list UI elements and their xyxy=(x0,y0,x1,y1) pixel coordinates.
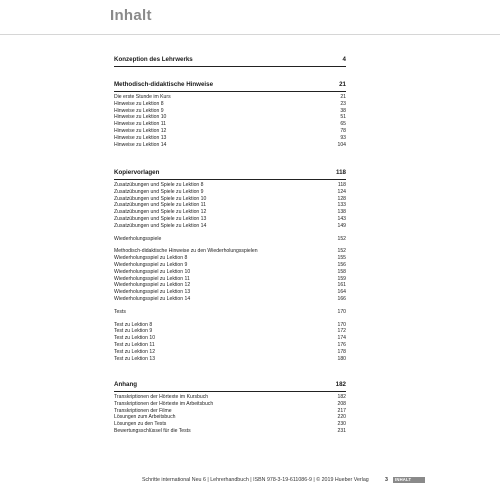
toc-entry-label: Test zu Lektion 9 xyxy=(114,328,153,335)
toc-entry-label: Wiederholungsspiel zu Lektion 12 xyxy=(114,282,191,289)
toc-entry-label: Wiederholungsspiel zu Lektion 10 xyxy=(114,268,191,275)
toc-entry-page: 217 xyxy=(337,407,346,414)
toc-entry-page: 231 xyxy=(337,427,346,434)
toc-entry-page: 152 xyxy=(337,235,346,242)
toc-entry-page: 23 xyxy=(340,100,346,107)
toc-entry[interactable] xyxy=(114,135,346,142)
toc-entry[interactable] xyxy=(114,128,346,135)
toc-entry[interactable] xyxy=(114,262,346,269)
toc-entry-label: Zusatzübungen und Spiele zu Lektion 10 xyxy=(114,195,207,202)
toc-entry-label: Methodisch-didaktische Hinweise zu den Wiederholungsspielen xyxy=(114,248,258,255)
toc-entry-label: Hinweise zu Lektion 11 xyxy=(114,121,167,128)
toc-entry-label: Wiederholungsspiel zu Lektion 11 xyxy=(114,275,190,282)
toc-entry-label: Wiederholungsspiel zu Lektion 8 xyxy=(114,255,188,262)
toc-entry[interactable] xyxy=(114,289,346,296)
toc-entry-page: 152 xyxy=(337,248,346,255)
toc-section-page: 4 xyxy=(342,56,346,63)
toc-section-divider xyxy=(114,66,346,67)
toc-entry[interactable] xyxy=(114,282,346,289)
toc-entry-label: Wiederholungsspiele xyxy=(114,235,162,242)
toc-entry-label: Test zu Lektion 10 xyxy=(114,335,156,342)
toc-section-title: Anhang xyxy=(114,381,138,388)
toc-entry[interactable] xyxy=(114,223,346,230)
toc-entry-label: Test zu Lektion 13 xyxy=(114,355,156,362)
toc-entry[interactable] xyxy=(114,349,346,356)
toc-section-title: Konzeption des Lehrwerks xyxy=(114,56,193,63)
toc-entry-page: 166 xyxy=(337,295,346,302)
toc-entry-label: Zusatzübungen und Spiele zu Lektion 8 xyxy=(114,182,204,188)
toc-entry[interactable] xyxy=(114,342,346,349)
toc-entry[interactable] xyxy=(114,114,346,121)
toc-entry-page: 176 xyxy=(337,341,346,348)
toc-entry-page: 78 xyxy=(340,127,346,134)
toc-section-title: Methodisch-didaktische Hinweise xyxy=(114,81,214,88)
toc-entry-label: Transkriptionen der Hörtexte im Arbeitsbuch xyxy=(114,400,214,407)
toc-entry[interactable] xyxy=(114,322,346,329)
toc-entry-page: 21 xyxy=(340,94,346,100)
toc-section-page: 118 xyxy=(336,169,346,176)
toc-entry[interactable] xyxy=(114,216,346,223)
title-divider xyxy=(0,34,500,35)
toc-entry-page: 161 xyxy=(337,282,346,289)
toc-entry[interactable] xyxy=(114,101,346,108)
toc-entry-page: 155 xyxy=(337,255,346,262)
toc-entry[interactable] xyxy=(114,236,346,243)
toc-section xyxy=(114,55,346,69)
toc-entry-label: Wiederholungsspiel zu Lektion 13 xyxy=(114,289,191,296)
toc-entry[interactable] xyxy=(114,209,346,216)
toc-entry[interactable] xyxy=(114,108,346,115)
toc-entry-label: Zusatzübungen und Spiele zu Lektion 13 xyxy=(114,215,207,222)
toc-entry-label: Bewertungsschlüssel für die Tests xyxy=(114,427,191,434)
toc-entry-page: 159 xyxy=(337,275,346,282)
toc-entry-page: 158 xyxy=(337,268,346,275)
page-footer xyxy=(0,474,500,486)
toc-entry[interactable] xyxy=(114,189,346,196)
toc-entry-page: 133 xyxy=(337,202,346,209)
toc-entry-page: 220 xyxy=(337,414,346,421)
footer-page-number: 3 xyxy=(385,477,388,483)
toc-entry[interactable] xyxy=(114,394,346,401)
toc-section-heading[interactable] xyxy=(114,80,346,90)
toc-entry-page: 38 xyxy=(340,107,346,114)
toc-entry-label: Zusatzübungen und Spiele zu Lektion 12 xyxy=(114,209,207,216)
toc-entry[interactable] xyxy=(114,328,346,335)
toc-entry-page: 182 xyxy=(337,394,346,400)
toc-section-divider xyxy=(114,91,346,92)
toc-section-heading[interactable] xyxy=(114,380,346,390)
toc-entry[interactable] xyxy=(114,428,346,435)
toc-section xyxy=(114,168,346,362)
toc-entry-page: 51 xyxy=(340,114,346,121)
toc-entry-label: Hinweise zu Lektion 9 xyxy=(114,107,164,114)
toc-entry[interactable] xyxy=(114,255,346,262)
toc-entry-page: 156 xyxy=(337,261,346,268)
toc-entry[interactable] xyxy=(114,121,346,128)
toc-entry-page: 180 xyxy=(337,355,346,362)
toc-entry-label: Test zu Lektion 12 xyxy=(114,348,156,355)
toc-entry[interactable] xyxy=(114,202,346,209)
toc-entry[interactable] xyxy=(114,248,346,255)
toc-entry-page: 172 xyxy=(337,328,346,335)
toc-entry-page: 128 xyxy=(337,195,346,202)
toc-entry[interactable] xyxy=(114,94,346,101)
toc-entry-page: 208 xyxy=(337,400,346,407)
toc-entry-page: 170 xyxy=(337,308,346,315)
toc-section-heading[interactable] xyxy=(114,55,346,65)
page-title: Inhalt xyxy=(110,7,152,24)
toc-entry-page: 93 xyxy=(340,134,346,141)
toc-entry-label: Transkriptionen der Filme xyxy=(114,407,172,414)
toc-entry-page: 143 xyxy=(337,215,346,222)
toc-entry-label: Test zu Lektion 11 xyxy=(114,341,155,348)
toc-entry-page: 124 xyxy=(337,188,346,195)
toc-entry-label: Die erste Stunde im Kurs xyxy=(114,94,171,100)
toc-entry-label: Hinweise zu Lektion 8 xyxy=(114,100,164,107)
toc-section xyxy=(114,80,346,148)
toc-entry-label: Hinweise zu Lektion 10 xyxy=(114,114,167,121)
toc-entry-page: 65 xyxy=(340,121,346,128)
toc-entry-label: Hinweise zu Lektion 12 xyxy=(114,127,167,134)
toc-entry-label: Zusatzübungen und Spiele zu Lektion 9 xyxy=(114,188,204,195)
toc-entry-page: 178 xyxy=(337,348,346,355)
toc-entry[interactable] xyxy=(114,142,346,149)
toc-entry[interactable] xyxy=(114,401,346,408)
toc-section-title: Kopiervorlagen xyxy=(114,169,160,176)
toc-entry[interactable] xyxy=(114,356,346,363)
toc-entry-page: 104 xyxy=(337,141,346,148)
toc-entry-label: Wiederholungsspiel zu Lektion 14 xyxy=(114,295,191,302)
toc-entry-label: Hinweise zu Lektion 14 xyxy=(114,141,167,148)
toc-entry[interactable] xyxy=(114,276,346,283)
toc-entry[interactable] xyxy=(114,414,346,421)
toc-entry-label: Zusatzübungen und Spiele zu Lektion 11 xyxy=(114,202,206,209)
toc-entry[interactable] xyxy=(114,269,346,276)
toc-entry-page: 118 xyxy=(337,182,346,188)
toc-section-divider xyxy=(114,391,346,392)
toc-entry-page: 174 xyxy=(337,335,346,342)
toc-entry-page: 230 xyxy=(337,421,346,428)
toc-entry-label: Test zu Lektion 8 xyxy=(114,321,153,328)
toc-entry-label: Transkriptionen der Hörtexte im Kursbuch xyxy=(114,394,209,400)
toc-entry-page: 170 xyxy=(337,321,346,328)
toc-entry[interactable] xyxy=(114,335,346,342)
toc-entry-page: 164 xyxy=(337,289,346,296)
toc-entry-label: Hinweise zu Lektion 13 xyxy=(114,134,167,141)
toc-section-page: 182 xyxy=(335,381,346,388)
toc-entry-label: Wiederholungsspiel zu Lektion 9 xyxy=(114,261,188,268)
toc-entry-page: 138 xyxy=(337,209,346,216)
toc-section-page: 21 xyxy=(339,81,346,88)
footer-publication-info: Schritte international Neu 6 | Lehrerhandbuch | ISBN 978-3-19-611086-9 | © 2019 Hueber Verlag xyxy=(142,477,369,483)
toc-entry[interactable] xyxy=(114,182,346,189)
toc-section xyxy=(114,380,346,435)
toc-entry-page: 149 xyxy=(337,222,346,229)
toc-section-heading[interactable] xyxy=(114,168,346,178)
toc-entry[interactable] xyxy=(114,408,346,415)
toc-entry-label: Lösungen zum Arbeitsbuch xyxy=(114,414,176,421)
toc-entry[interactable] xyxy=(114,309,346,316)
toc-section-divider xyxy=(114,179,346,180)
footer-section-tab: INHALT xyxy=(393,477,425,483)
toc-entry-label: Zusatzübungen und Spiele zu Lektion 14 xyxy=(114,222,207,229)
toc-entry-label: Tests xyxy=(114,308,126,315)
toc-entry[interactable] xyxy=(114,421,346,428)
toc-entry[interactable] xyxy=(114,196,346,203)
toc-entry[interactable] xyxy=(114,296,346,303)
toc-entry-label: Lösungen zu den Tests xyxy=(114,421,167,428)
